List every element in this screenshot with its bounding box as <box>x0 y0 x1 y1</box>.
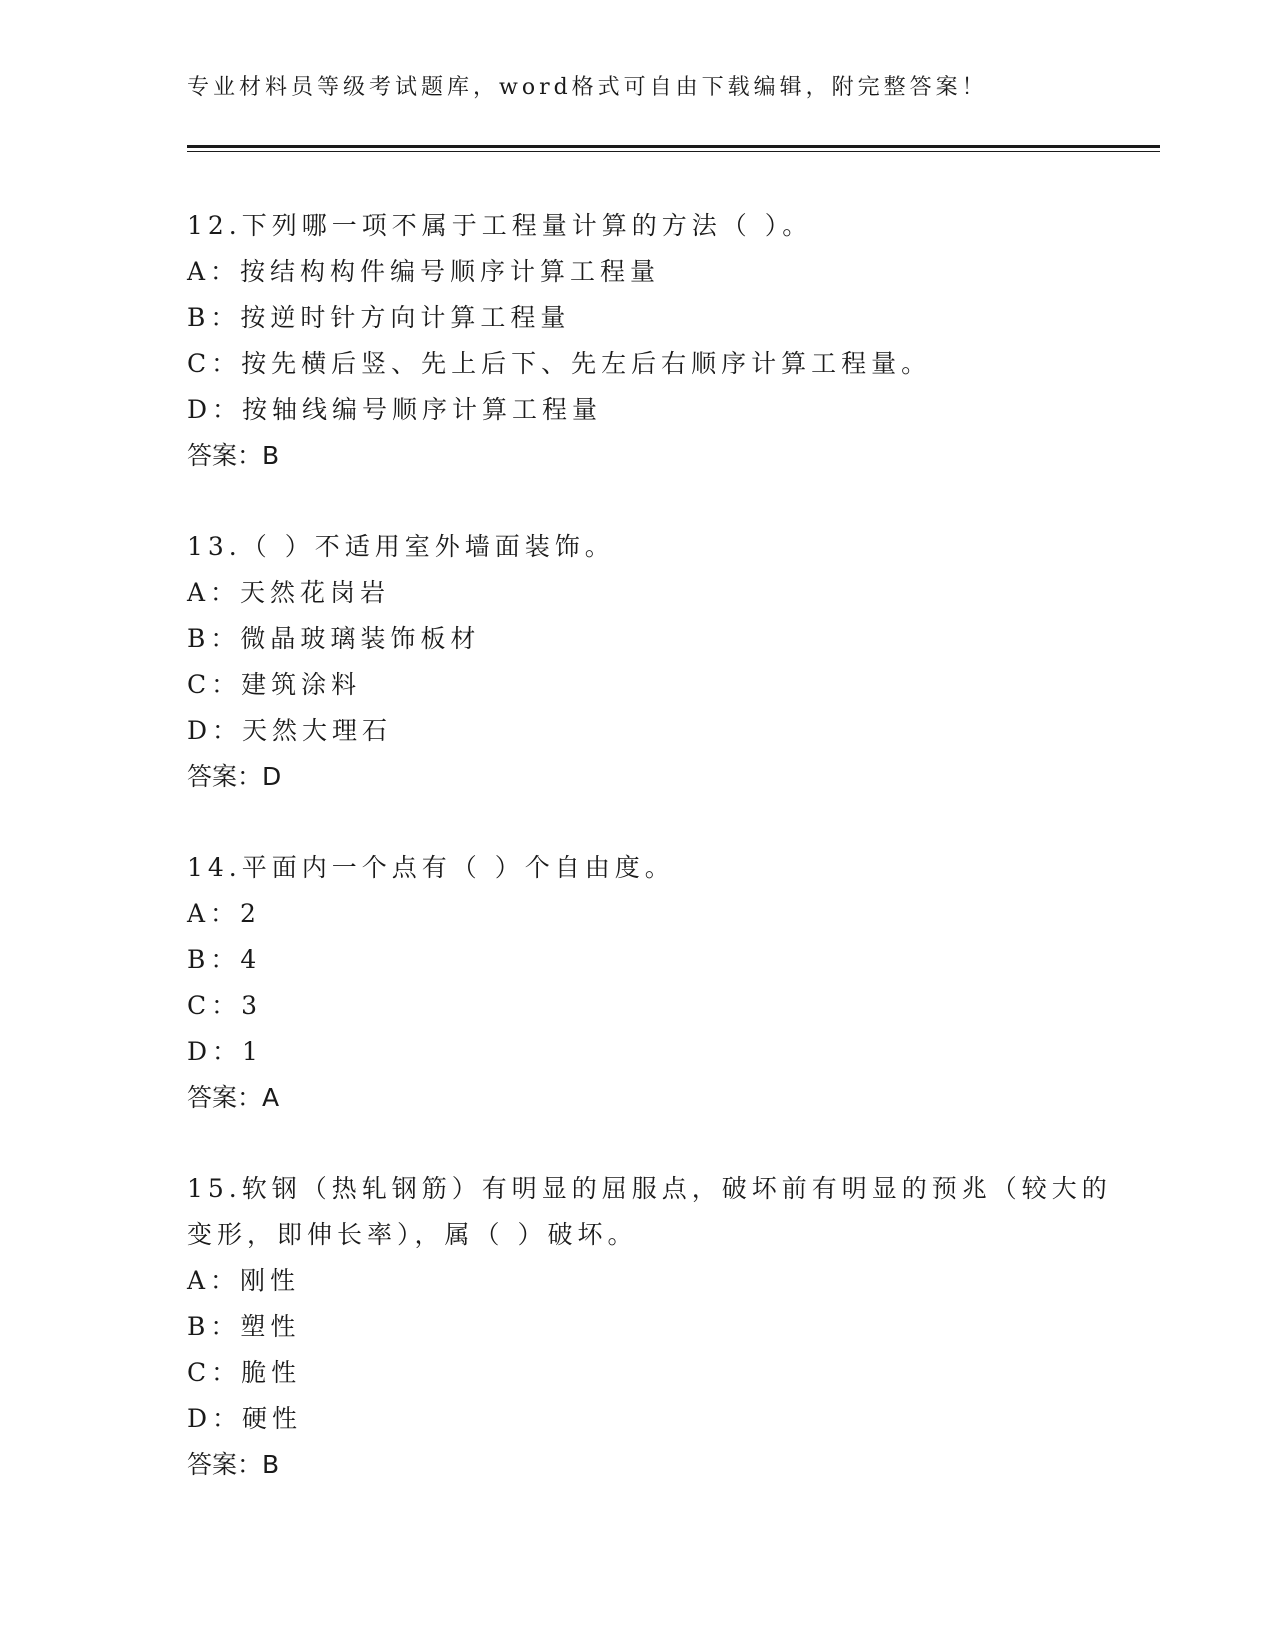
option-a: A：刚性 <box>187 1266 301 1295</box>
option-d: D：天然大理石 <box>187 716 393 745</box>
header-rule-thick <box>187 145 1160 148</box>
option-d: D：1 <box>187 1037 263 1066</box>
question-15 <box>187 1166 1147 1488</box>
question-14 <box>187 845 1147 1121</box>
option-a: A：2 <box>187 899 261 928</box>
question-13 <box>187 524 1147 800</box>
option-a: A：天然花岗岩 <box>187 578 391 607</box>
question-12 <box>187 203 1147 479</box>
question-text: 14.平面内一个点有（ ）个自由度。 <box>187 853 675 882</box>
page-header: 专业材料员等级考试题库，word格式可自由下载编辑，附完整答案！ <box>187 75 988 100</box>
option-b: B：按逆时针方向计算工程量 <box>187 303 571 332</box>
question-text: 13.（ ）不适用室外墙面装饰。 <box>187 532 615 561</box>
option-b: B：4 <box>187 945 262 974</box>
answer: 答案：D <box>187 762 282 791</box>
option-b: B：微晶玻璃装饰板材 <box>187 624 481 653</box>
question-text: 12.下列哪一项不属于工程量计算的方法（ ）。 <box>187 211 813 240</box>
option-c: C：3 <box>187 991 263 1020</box>
option-c: C：脆性 <box>187 1358 302 1387</box>
option-c: C：建筑涂料 <box>187 670 362 699</box>
option-d: D：硬性 <box>187 1404 303 1433</box>
option-a: A：按结构构件编号顺序计算工程量 <box>187 257 661 286</box>
answer: 答案：B <box>187 1450 280 1479</box>
question-text-line-2: 变形，即伸长率），属（ ）破坏。 <box>187 1220 638 1249</box>
option-c: C：按先横后竖、先上后下、先左后右顺序计算工程量。 <box>187 349 932 378</box>
answer: 答案：B <box>187 441 280 470</box>
option-b: B：塑性 <box>187 1312 301 1341</box>
header-rule-thin <box>187 151 1160 152</box>
question-list <box>187 203 1147 1533</box>
answer: 答案：A <box>187 1083 280 1112</box>
question-text-line-1: 15.软钢（热轧钢筋）有明显的屈服点，破坏前有明显的预兆（较大的 <box>187 1174 1112 1203</box>
option-d: D：按轴线编号顺序计算工程量 <box>187 395 603 424</box>
